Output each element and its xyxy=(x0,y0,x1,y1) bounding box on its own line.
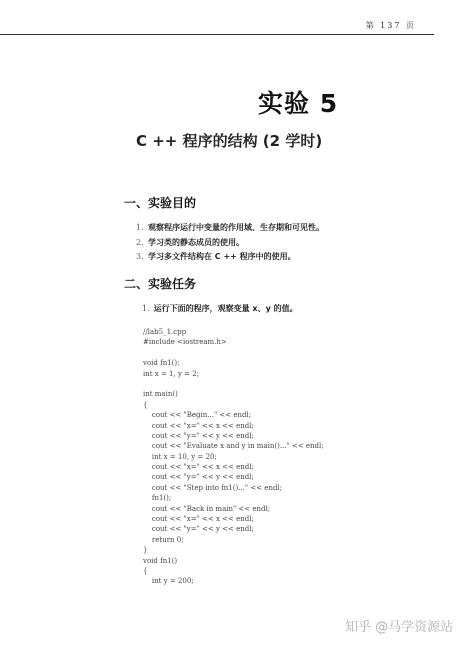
code-line: } xyxy=(143,546,148,555)
objective-item xyxy=(136,251,296,262)
list-text: 学习多文件结构在 C ++ 程序中的使用。 xyxy=(148,252,296,261)
section-heading-objectives: 一、实验目的 xyxy=(124,196,197,210)
watermark: 知乎 @马学资源站 xyxy=(345,620,454,635)
list-text: 学习类的静态成员的使用。 xyxy=(148,238,244,247)
code-line: void fn1() xyxy=(143,556,178,565)
code-line: cout << "y=" << y << endl; xyxy=(143,431,254,440)
code-line: { xyxy=(143,400,148,409)
code-line: cout << "x=" << x << endl; xyxy=(143,463,254,472)
code-line: { xyxy=(143,566,148,575)
page-number: 第 137 页 xyxy=(365,21,416,30)
code-line: //lab5_1.cpp xyxy=(143,328,187,336)
header-rule xyxy=(0,34,434,35)
chapter-title: 实验 5 xyxy=(258,89,339,118)
code-listing xyxy=(143,327,443,587)
code-line: cout << "x=" << x << endl; xyxy=(143,421,254,430)
code-line xyxy=(143,379,443,389)
code-line: int y = 200; xyxy=(143,577,194,586)
code-line: void fn1(); xyxy=(143,359,180,368)
code-line: #include <iostream.h> xyxy=(143,338,227,347)
code-line xyxy=(143,348,443,358)
task-item xyxy=(142,303,298,314)
code-line: cout << "x=" << x << endl; xyxy=(143,515,254,524)
list-number: 1. xyxy=(136,223,144,232)
code-line: cout << "y=" << y << endl; xyxy=(143,525,254,534)
code-line: fn1(); xyxy=(143,494,172,503)
objective-item xyxy=(136,237,244,248)
task-text: 运行下面的程序，观察变量 x、y 的值。 xyxy=(153,304,298,313)
list-text: 观察程序运行中变量的作用域、生存期和可见性。 xyxy=(148,223,324,232)
code-line: return 0; xyxy=(143,535,184,544)
code-line: cout << "y=" << y << endl; xyxy=(143,473,254,482)
list-number: 3. xyxy=(136,252,144,261)
code-line: cout << "Evaluate x and y in main()..." << endl; xyxy=(143,442,324,451)
code-line: cout << "Step into fn1()..." << endl; xyxy=(143,483,283,492)
code-line: cout << "Back in main" << endl; xyxy=(143,504,271,513)
code-line: int x = 1, y = 2; xyxy=(143,369,200,378)
list-number: 2. xyxy=(136,238,144,247)
code-line: int main() xyxy=(143,390,178,399)
task-number: 1. xyxy=(142,304,150,313)
objective-item xyxy=(136,222,324,233)
section-heading-tasks: 二、实验任务 xyxy=(124,277,197,291)
code-line: int x = 10, y = 20; xyxy=(143,452,217,461)
code-line: cout << "Begin..." << endl; xyxy=(143,411,252,420)
chapter-subtitle: C ++ 程序的结构 (2 学时) xyxy=(136,132,323,150)
